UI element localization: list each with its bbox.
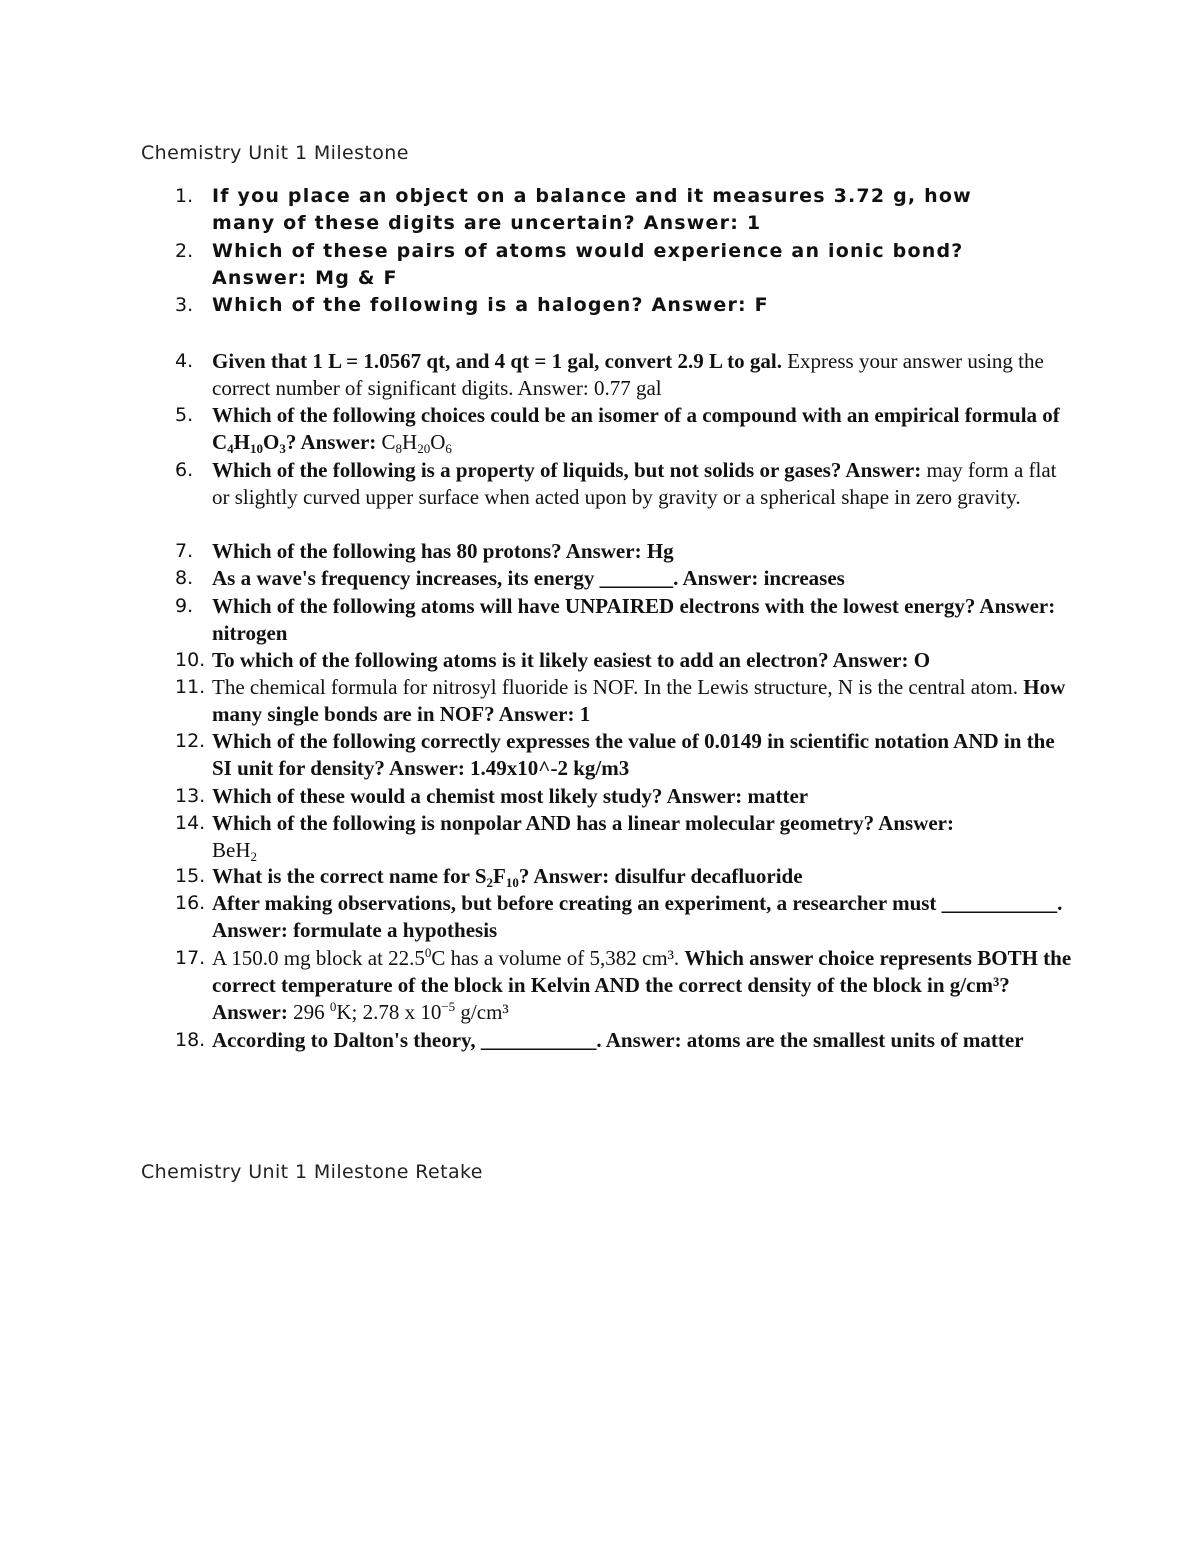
question-bold-text: Which of the following is nonpolar AND has a linear molecular geometry? Answer: (212, 811, 954, 835)
question-number: 14. (175, 812, 206, 834)
question-4 (175, 348, 1075, 402)
question-number: 12. (175, 730, 206, 752)
question-bold-text: Which of the following atoms will have UNPAIRED electrons with the lowest energy? Answer: nitrogen (212, 594, 1056, 645)
question-normal-text: may form a flat or slightly curved upper surface when acted upon by gravity or a spherical shape in zero gravity. (212, 458, 1057, 509)
question-18 (175, 1027, 1075, 1054)
question-number: 2. (175, 240, 194, 262)
question-number: 8. (175, 567, 194, 589)
question-10 (175, 647, 1075, 674)
formula-part: O (430, 430, 446, 454)
question-9 (175, 593, 1075, 647)
question-bold-text: Given that 1 L = 1.0567 qt, and 4 qt = 1 gal, convert 2.9 L to gal. (212, 349, 782, 373)
question-3 (175, 292, 1075, 319)
subscript: 6 (445, 441, 452, 456)
question-bold-text: Which of the following is a property of liquids, but not solids or gases? Answer: (212, 458, 922, 482)
superscript: 0 (424, 945, 432, 960)
formula-part: O (263, 430, 280, 454)
question-number: 17. (175, 947, 206, 969)
question-5 (175, 402, 1075, 456)
question-number: 15. (175, 865, 206, 887)
question-bold-text: What is the correct name for S (212, 864, 487, 888)
question-number: 10. (175, 649, 206, 671)
question-14 (175, 810, 1075, 864)
question-11 (175, 674, 1075, 728)
question-text: Which of the following is a halogen? Answer: F (212, 294, 769, 316)
question-text-line-1: Which of these pairs of atoms would experience an ionic bond? (212, 240, 964, 262)
formula-part: H (233, 430, 251, 454)
question-text-line-2: Answer: Mg & F (212, 267, 398, 289)
question-number: 11. (175, 676, 206, 698)
question-bold-text: Which answer choice represents BOTH the correct temperature of the block in Kelvin AND the correct density of the block in g/cm³? Answer: (212, 946, 1072, 1024)
question-normal-text: Express your answer using the correct number of significant digits. Answer: 0.77 gal (212, 349, 1044, 400)
subscript: 2 (486, 875, 493, 890)
question-text-line-2: many of these digits are uncertain? Answer: 1 (212, 212, 762, 234)
formula-part: H (402, 430, 418, 454)
subscript: 2 (250, 849, 257, 864)
question-12 (175, 728, 1075, 782)
question-number: 1. (175, 185, 194, 207)
answer-text: ? Answer: disulfur decafluoride (518, 864, 803, 888)
question-bold-text: According to Dalton's theory, ___________. Answer: atoms are the smallest units of matter (212, 1028, 1024, 1052)
question-bold-text: After making observations, but before creating an experiment, a researcher must ___________. Answer: formulate a hypothesis (212, 891, 1063, 942)
answer-text: K; 2.78 x 10 (336, 1000, 442, 1024)
question-13 (175, 783, 1075, 810)
question-bold-text: How many single bonds are in NOF? Answer: 1 (212, 675, 1066, 726)
subscript: 20 (417, 441, 431, 456)
question-number: 18. (175, 1029, 206, 1051)
question-normal-text: C has a volume of 5,382 cm³. (431, 946, 685, 970)
formula-part: C (381, 430, 396, 454)
subscript: 10 (505, 875, 519, 890)
question-normal-text: A 150.0 mg block at 22.5 (212, 946, 425, 970)
question-2 (175, 238, 1075, 292)
question-normal-text: The chemical formula for nitrosyl fluoride is NOF. In the Lewis structure, N is the central atom. (212, 675, 1024, 699)
answer-label: ? Answer: (285, 430, 382, 454)
question-number: 16. (175, 892, 206, 914)
question-number: 4. (175, 350, 194, 372)
question-text-line-1: If you place an object on a balance and it measures 3.72 g, how (212, 185, 972, 207)
question-bold-text: To which of the following atoms is it likely easiest to add an electron? Answer: O (212, 648, 931, 672)
superscript: −5 (441, 999, 456, 1014)
superscript: 0 (329, 999, 337, 1014)
question-16 (175, 890, 1075, 944)
question-number: 5. (175, 404, 194, 426)
answer-text: g/cm³ (455, 1000, 509, 1024)
subscript: 8 (395, 441, 403, 456)
formula-part: F (493, 864, 506, 888)
question-number: 9. (175, 595, 194, 617)
question-6 (175, 457, 1075, 511)
formula-part: BeH (212, 838, 251, 862)
subscript: 10 (250, 441, 264, 456)
question-bold-text: Which of the following correctly expresses the value of 0.0149 in scientific notation AND in the SI unit for density? Answer: 1.49x10^-2 kg/m3 (212, 729, 1055, 780)
question-bold-text: Which of these would a chemist most likely study? Answer: matter (212, 784, 809, 808)
question-number: 6. (175, 459, 194, 481)
question-7 (175, 538, 1075, 565)
question-17 (175, 945, 1075, 1026)
question-1 (175, 183, 1075, 237)
document-title: Chemistry Unit 1 Milestone (141, 142, 409, 164)
question-number: 13. (175, 785, 206, 807)
question-number: 3. (175, 294, 194, 316)
retake-title: Chemistry Unit 1 Milestone Retake (141, 1161, 483, 1183)
question-bold-text: Which of the following choices could be an isomer of a compound with an empirical formula of C (212, 403, 1060, 454)
question-15 (175, 863, 1075, 890)
question-bold-text: Which of the following has 80 protons? Answer: Hg (212, 539, 674, 563)
subscript: 3 (279, 441, 286, 456)
question-number: 7. (175, 540, 194, 562)
answer-text: 296 (287, 1000, 330, 1024)
question-bold-text: As a wave's frequency increases, its energy _______. Answer: increases (212, 566, 845, 590)
question-8 (175, 565, 1075, 592)
subscript: 4 (227, 441, 234, 456)
